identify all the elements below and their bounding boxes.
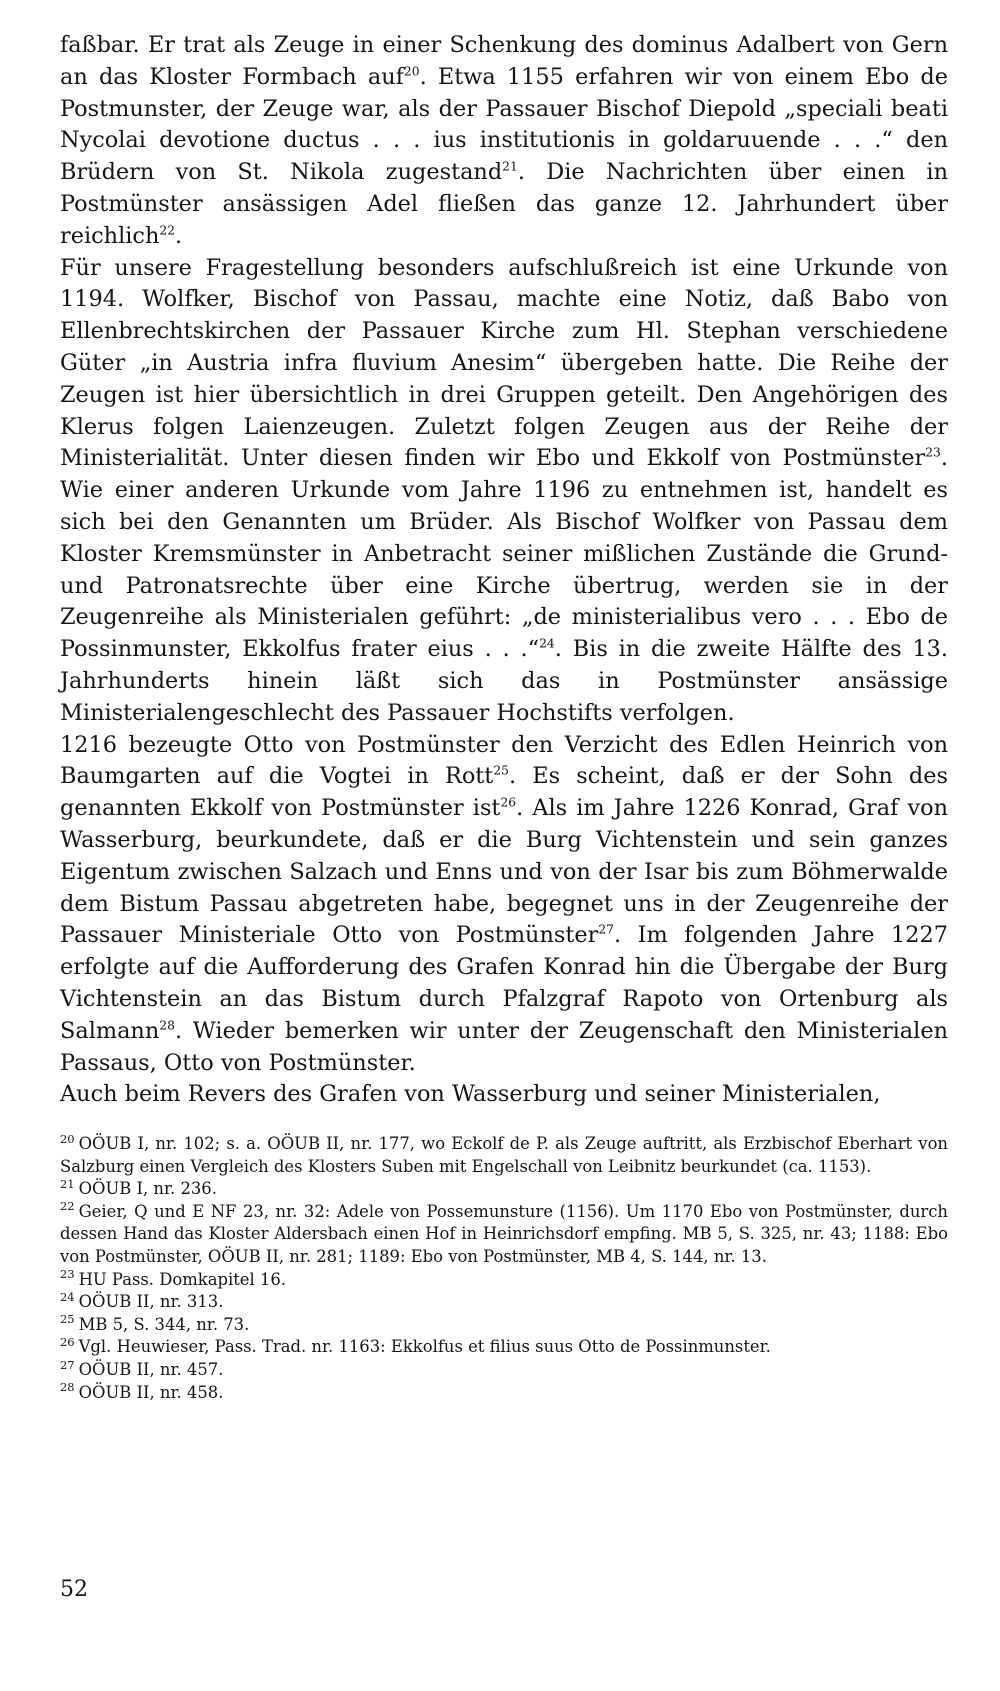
footnotes [60, 1133, 948, 1404]
text-run: . Als im Jahre 1226 Konrad, Graf von Wasserburg, beurkundete, daß er die Burg Vichtenstein und sein ganzes Eigentum zwischen Salzach und Enns und von der Isar bis zum Böhmerwalde dem Bistum Passau abgetreten habe, begegnet uns in der Zeugenreihe der Passauer Ministeriale Otto von Postmünster [60, 795, 948, 949]
footnote-text: Vgl. Heuwieser, Pass. Trad. nr. 1163: Ekkolfus et filius suus Otto de Possinmunster. [78, 1337, 771, 1357]
paragraph [60, 30, 948, 253]
text-run: Für unsere Fragestellung besonders aufschlußreich ist eine Urkunde von 1194. Wolfker, Bischof von Passau, machte eine Notiz, daß Babo von Ellenbrechtskirchen der Passauer Kirche zum Hl. Stephan verschiedene Güter „in Austria infra fluvium Anesim“ übergeben hatte. Die Reihe der Zeugen ist hier übersichtlich in drei Gruppen geteilt. Den Angehörigen des Klerus folgen Laienzeugen. Zuletzt folgen Zeugen aus der Reihe der Ministerialität. Unter diesen finden wir Ebo und Ekkolf von Postmünster [60, 254, 948, 472]
footnote-text: OÖUB II, nr. 313. [78, 1292, 224, 1312]
footnote-number: 22 [60, 1199, 75, 1214]
text-run: Auch beim Revers des Grafen von Wasserburg und seiner Ministerialen, [60, 1081, 881, 1108]
text-run: faßbar. Er trat als Zeuge in einer Schenkung des dominus Adalbert von Gern an das Kloster Formbach auf [60, 32, 948, 90]
footnote [60, 1382, 948, 1405]
page-number: 52 [60, 1577, 88, 1602]
text-run: 1216 bezeugte Otto von Postmünster den Verzicht des Edlen Heinrich von Baumgarten auf die Vogtei in Rott [60, 731, 948, 790]
footnote-number: 27 [60, 1357, 75, 1372]
footnote-ref[interactable]: 23 [925, 445, 941, 460]
text-run: . Die Nachrichten über einen in Postmünster ansässigen Adel fließen das ganze 12. Jahrhundert über reichlich [60, 159, 948, 249]
footnote-text: HU Pass. Domkapitel 16. [78, 1269, 287, 1289]
footnote-text: MB 5, S. 344, nr. 73. [78, 1314, 250, 1334]
footnote-ref[interactable]: 25 [493, 763, 509, 778]
footnote-number: 25 [60, 1312, 75, 1327]
footnote-number: 24 [60, 1289, 75, 1304]
footnote-ref[interactable]: 22 [159, 223, 176, 238]
text-run: . [175, 222, 183, 249]
text-run: . Etwa 1155 erfahren wir von einem Ebo de Postmunster, der Zeuge war, als der Passauer Bischof Diepold „speciali beati Nycolai devotione ductus . . . ius institutionis in goldaruuende . . .“ den Brüdern von St. Nikola zugestand [60, 63, 948, 186]
footnote-text: Geier, Q und E NF 23, nr. 32: Adele von Possemunsture (1156). Um 1170 Ebo von Postmünster, durch dessen Hand das Kloster Aldersbach einen Hof in Heinrichsdorf empfing. MB 5, S. 325, nr. 43; 1188: Ebo von Postmünster, OÖUB II, nr. 281; 1189: Ebo von Postmünster, MB 4, S. 144, nr. 13. [60, 1201, 948, 1267]
paragraph [60, 253, 948, 730]
page [60, 30, 948, 1404]
main-text [60, 30, 948, 1111]
footnote-number: 21 [60, 1176, 75, 1191]
paragraph [60, 730, 948, 1080]
footnote [60, 1291, 948, 1314]
footnote [60, 1359, 948, 1382]
footnote-ref[interactable]: 20 [403, 64, 420, 79]
footnote-number: 28 [60, 1380, 75, 1395]
text-run: . Wieder bemerken wir unter der Zeugenschaft den Ministerialen Passaus, Otto von Postmünster. [60, 1017, 948, 1076]
text-run: . Im folgenden Jahre 1227 erfolgte auf die Aufforderung des Grafen Konrad hin die Übergabe der Burg Vichtenstein an das Bistum durch Pfalzgraf Rapoto von Ortenburg als Salmann [60, 922, 948, 1044]
footnote [60, 1336, 948, 1359]
footnote-ref[interactable]: 26 [500, 795, 517, 810]
paragraph [60, 1079, 948, 1111]
footnote-text: OÖUB II, nr. 458. [78, 1382, 224, 1402]
text-run: . Wie einer anderen Urkunde vom Jahre 1196 zu entnehmen ist, handelt es sich bei den Genannten um Brüder. Als Bischof Wolfker von Passau dem Kloster Kremsmünster in Anbetracht seiner mißlichen Zustände die Grund- und Patronatsrechte über eine Kirche übertrug, werden sie in der Zeugenreihe als Ministerialen geführt: „de ministerialibus vero . . . Ebo de Possinmunster, Ekkolfus frater eius . . .“ [60, 445, 948, 663]
footnote [60, 1314, 948, 1337]
footnote [60, 1133, 948, 1178]
footnote-text: OÖUB I, nr. 102; s. a. OÖUB II, nr. 177, wo Eckolf de P. als Zeuge auftritt, als Erzbischof Eberhart von Salzburg einen Vergleich des Klosters Suben mit Engelschall von Leibnitz beurkundet (ca. 1153). [60, 1134, 948, 1176]
footnote-ref[interactable]: 21 [502, 159, 518, 174]
footnote-number: 23 [60, 1267, 75, 1282]
footnote [60, 1201, 948, 1269]
footnote-ref[interactable]: 27 [598, 922, 615, 937]
footnote-ref[interactable]: 24 [539, 636, 555, 651]
text-run: . Es scheint, daß er der Sohn des genannten Ekkolf von Postmünster ist [60, 763, 948, 822]
footnote-gap [60, 1111, 948, 1133]
footnote-number: 26 [60, 1334, 75, 1349]
footnote-text: OÖUB II, nr. 457. [78, 1360, 224, 1380]
text-run: . Bis in die zweite Hälfte des 13. Jahrhunderts hinein läßt sich das in Postmünster ansässige Ministerialengeschlecht des Passauer Hochstifts verfolgen. [60, 636, 949, 726]
footnote-ref[interactable]: 28 [159, 1018, 175, 1033]
footnote-number: 20 [60, 1131, 75, 1146]
footnote [60, 1269, 948, 1292]
footnote-text: OÖUB I, nr. 236. [78, 1179, 217, 1199]
footnote [60, 1178, 948, 1201]
